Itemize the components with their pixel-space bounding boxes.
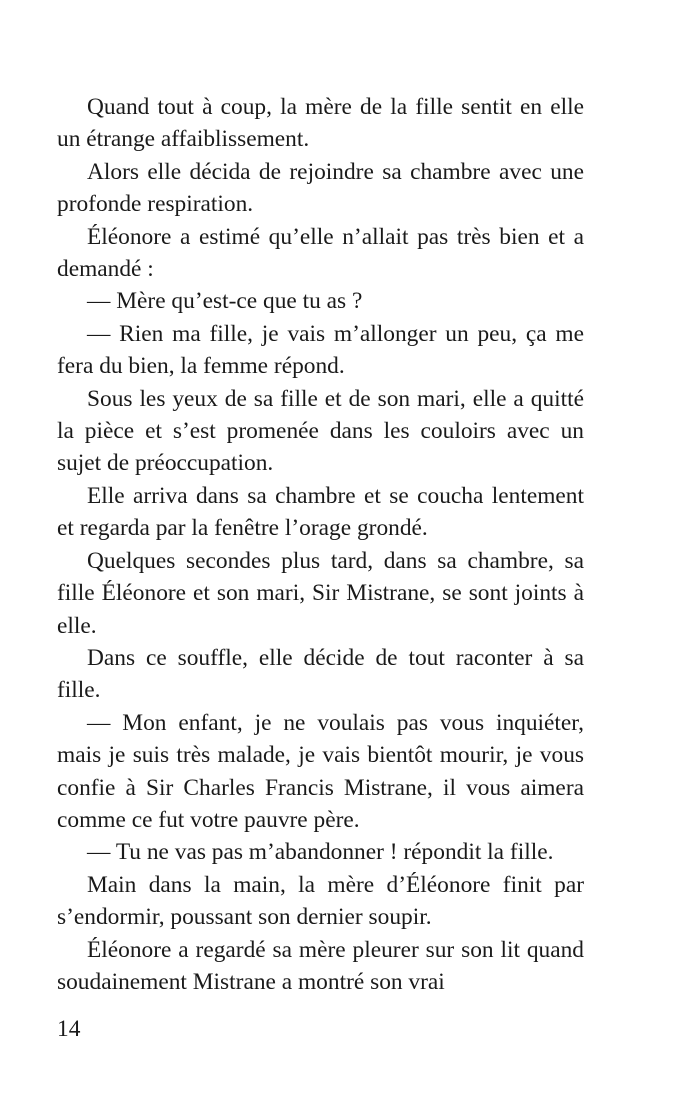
paragraph: Dans ce souffle, elle décide de tout raconter à sa fille.	[57, 644, 584, 704]
dialogue-line: — Tu ne vas pas m’abandonner ! répondit la fille.	[87, 839, 554, 866]
dialogue-line: — Mère qu’est-ce que tu as ?	[87, 288, 363, 315]
paragraph: Éléonore a regardé sa mère pleurer sur son lit quand soudainement Mistrane a montré son vrai	[57, 936, 584, 995]
paragraph: Elle arriva dans sa chambre et se coucha lentement et regarda par la fenêtre l’orage grondé.	[57, 482, 584, 542]
paragraph: Sous les yeux de sa fille et de son mari, elle a quitté la pièce et s’est promenée dans les couloirs avec un sujet de préoccupation.	[57, 385, 584, 477]
paragraph: Quand tout à coup, la mère de la fille sentit en elle un étrange affaiblissement.	[57, 94, 584, 153]
paragraph: Quelques secondes plus tard, dans sa chambre, sa fille Éléonore et son mari, Sir Mistrane, se sont joints à elle.	[57, 547, 584, 639]
paragraph: Éléonore a estimé qu’elle n’allait pas très bien et a demandé :	[57, 223, 584, 283]
dialogue-line: — Rien ma fille, je vais m’allonger un peu, ça me fera du bien, la femme répond.	[57, 320, 584, 380]
paragraph: Alors elle décida de rejoindre sa chambre avec une profonde respiration.	[57, 158, 584, 218]
paragraph: Main dans la main, la mère d’Éléonore finit par s’endormir, poussant son dernier soupir.	[57, 871, 584, 931]
page-number: 14	[57, 1016, 81, 1042]
body-text	[57, 91, 584, 998]
dialogue-line: — Mon enfant, je ne voulais pas vous inquiéter, mais je suis très malade, je vais bientôt mourir, je vous confie à Sir Charles Francis Mistrane, il vous aimera comme ce fut votre pauvre père.	[57, 709, 584, 833]
